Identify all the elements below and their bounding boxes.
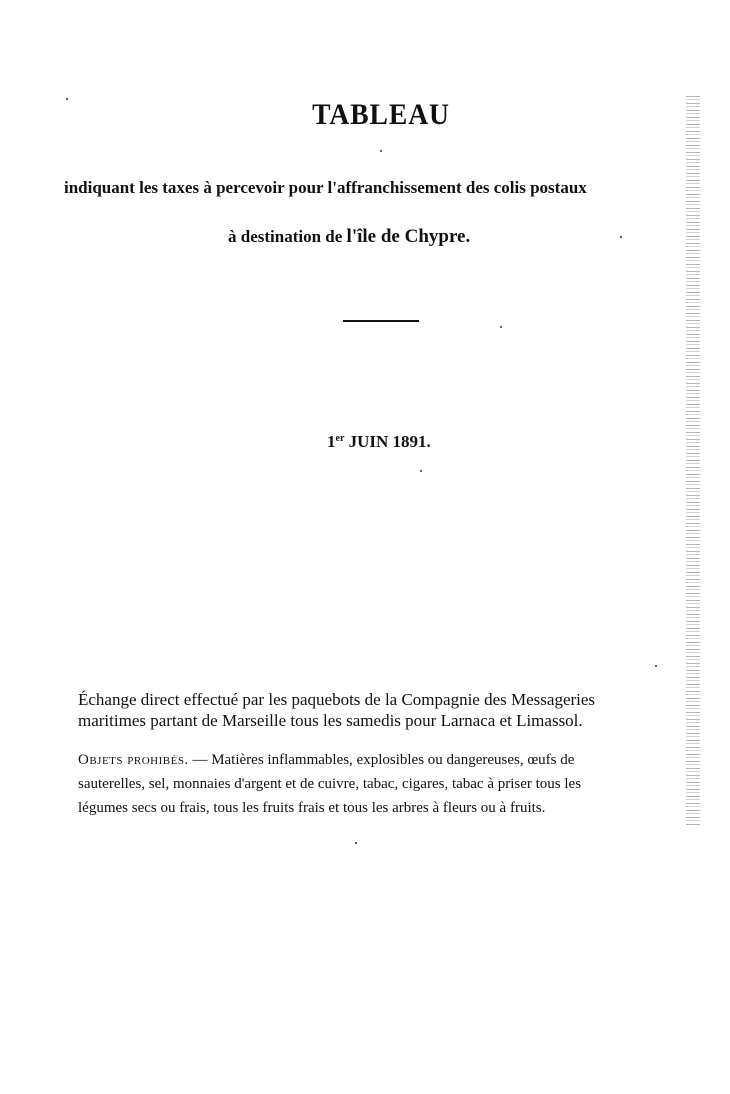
prohibited-text-1: — Matières inflammables, explosibles ou dangereuses, œufs de [188, 752, 575, 768]
scan-speck [500, 326, 502, 328]
document-subtitle: indiquant les taxes à percevoir pour l'affranchissement des colis postaux [64, 178, 587, 197]
prohibited-items-paragraph [78, 748, 708, 820]
exchange-line-2: maritimes partant de Marseille tous les samedis pour Larnaca et Limassol. [78, 711, 583, 730]
prohibited-line-1 [78, 748, 708, 772]
date-ordinal: er [335, 433, 345, 444]
prohibited-line-3: légumes secs ou frais, tous les fruits frais et tous les arbres à fleurs ou à fruits. [78, 800, 546, 816]
destination-line [228, 226, 470, 248]
scan-speck [620, 236, 622, 238]
scan-speck [380, 150, 382, 152]
date-rest: JUIN 1891. [348, 432, 431, 451]
scan-speck [66, 98, 68, 100]
destination-place: l'île de Chypre. [346, 226, 471, 247]
exchange-line-1: Échange direct effectué par les paquebots de la Compagnie des Messageries [78, 690, 596, 709]
date-day: 1 [327, 432, 336, 451]
destination-prefix: à destination de [228, 227, 343, 246]
scan-speck [420, 470, 422, 472]
prohibited-line-2: sauterelles, sel, monnaies d'argent et de cuivre, tabac, cigares, tabac à priser tous les [78, 776, 582, 792]
prohibited-label: Objets prohibés. [78, 752, 189, 768]
document-title: TABLEAU [312, 98, 450, 131]
scan-speck [655, 665, 657, 667]
scan-speck [355, 842, 357, 844]
exchange-paragraph [78, 689, 708, 731]
title-separator-rule [343, 320, 419, 322]
document-date [327, 432, 431, 452]
